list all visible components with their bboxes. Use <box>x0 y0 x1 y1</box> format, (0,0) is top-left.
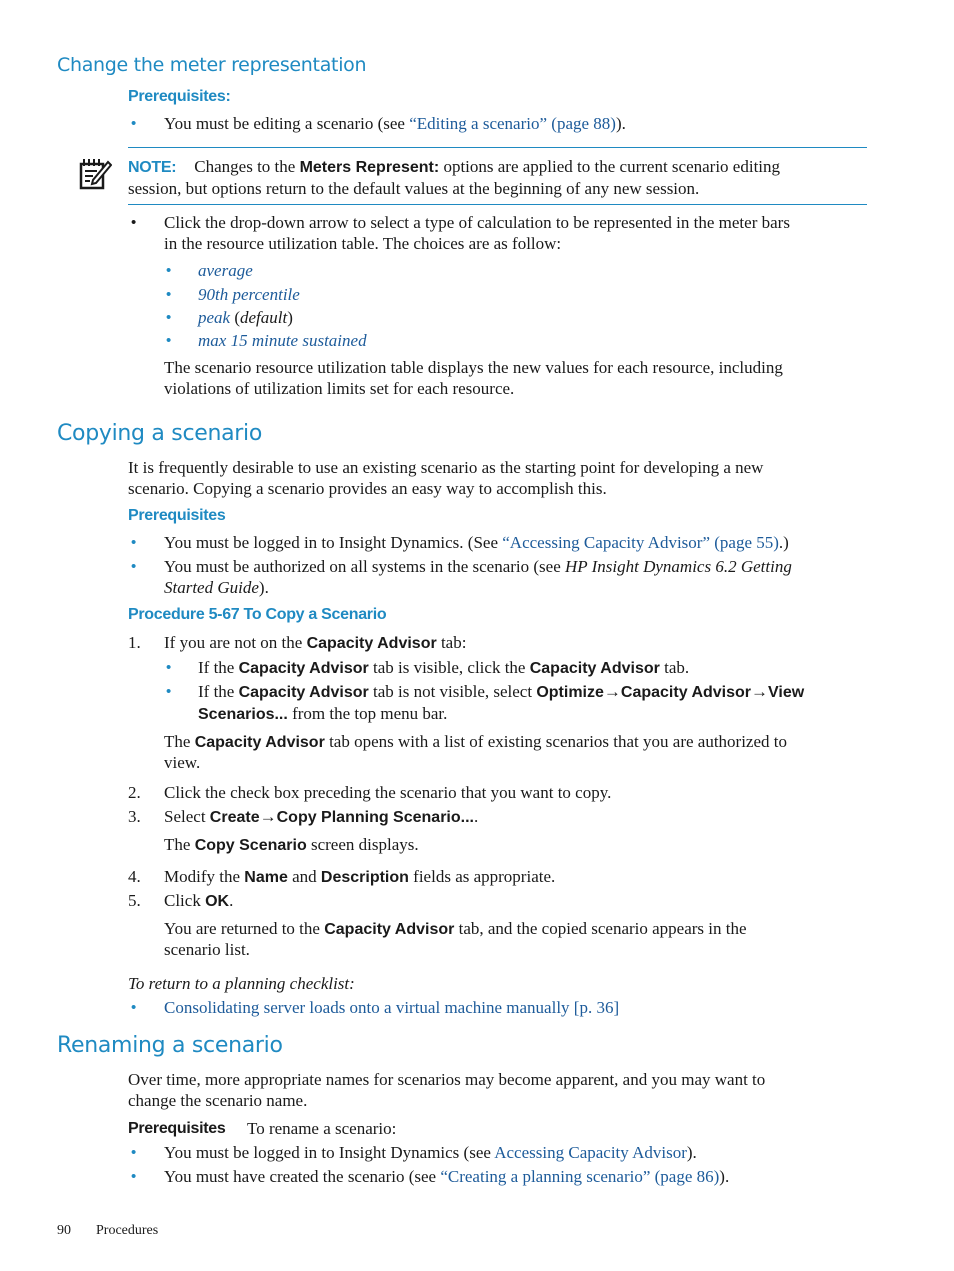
bullet-icon: • <box>131 1144 137 1161</box>
text: You must be editing a scenario (see <box>164 114 410 133</box>
bullet-icon: • <box>131 999 137 1016</box>
section-heading-rename: Renaming a scenario <box>57 1033 283 1058</box>
meters-represent-option: Meters Represent: <box>299 159 440 176</box>
note-label: NOTE: <box>128 159 177 176</box>
paragraph: Over time, more appropriate names for scenarios may become apparent, and you may want to <box>128 1070 766 1089</box>
link-consolidating-server-loads[interactable]: Consolidating server loads onto a virtual machine manually [p. 36] <box>164 998 620 1017</box>
choice-average[interactable]: average <box>198 261 253 280</box>
return-checklist-label: To return to a planning checklist: <box>128 974 355 993</box>
note-top-rule <box>128 147 867 148</box>
link-accessing-capacity-advisor[interactable]: “Accessing Capacity Advisor” (page 55) <box>502 533 779 552</box>
text: Click the drop-down arrow to select a type of calculation to be represented in the meter bars <box>164 213 790 232</box>
choice-90th-percentile[interactable]: 90th percentile <box>198 285 300 304</box>
prerequisites-label: Prerequisites <box>128 507 226 524</box>
link-accessing-capacity-advisor[interactable]: Accessing Capacity Advisor <box>494 1143 687 1162</box>
note-bottom-rule <box>128 204 867 205</box>
text: ). <box>615 114 626 133</box>
bullet-icon: • <box>166 683 172 700</box>
bullet-icon: • <box>131 214 137 231</box>
bullet-icon: • <box>131 534 137 551</box>
link-editing-scenario[interactable]: “Editing a scenario” (page 88) <box>409 114 616 133</box>
bullet-icon: • <box>166 286 172 303</box>
bullet-icon: • <box>131 1168 137 1185</box>
procedure-label: Procedure 5-67 To Copy a Scenario <box>128 606 387 623</box>
prerequisites-label: Prerequisites <box>128 1120 226 1137</box>
link-creating-planning-scenario[interactable]: “Creating a planning scenario” (page 86) <box>440 1167 720 1186</box>
note-line-2: session, but options return to the default values at the beginning of any new session. <box>128 179 700 198</box>
section-heading-meter: Change the meter representation <box>57 54 367 76</box>
paragraph: scenario. Copying a scenario provides an easy way to accomplish this. <box>128 479 607 498</box>
paragraph: It is frequently desirable to use an existing scenario as the starting point for developing a new <box>128 458 764 477</box>
note-line-1: NOTE: Changes to the Meters Represent: options are applied to the current scenario editing <box>128 157 781 176</box>
paragraph: The scenario resource utilization table displays the new values for each resource, including <box>164 358 783 377</box>
bullet-icon: • <box>166 332 172 349</box>
bullet-icon: • <box>166 309 172 326</box>
bullet-icon: • <box>131 115 137 132</box>
bullet-icon: • <box>166 659 172 676</box>
section-heading-copy: Copying a scenario <box>57 421 263 446</box>
bullet-icon: • <box>131 558 137 575</box>
page-number: 90 <box>57 1223 71 1238</box>
prerequisites-label: Prerequisites: <box>128 88 231 105</box>
note-pencil-icon <box>78 157 112 191</box>
bullet-icon: • <box>166 262 172 279</box>
paragraph: violations of utilization limits set for each resource. <box>164 379 515 398</box>
default-marker: default <box>240 308 288 327</box>
choice-peak[interactable]: peak <box>198 308 231 327</box>
text: in the resource utilization table. The choices are as follow: <box>164 234 562 253</box>
choice-max-15-minute[interactable]: max 15 minute sustained <box>198 331 367 350</box>
paragraph: change the scenario name. <box>128 1091 308 1110</box>
chapter-name: Procedures <box>96 1223 159 1238</box>
